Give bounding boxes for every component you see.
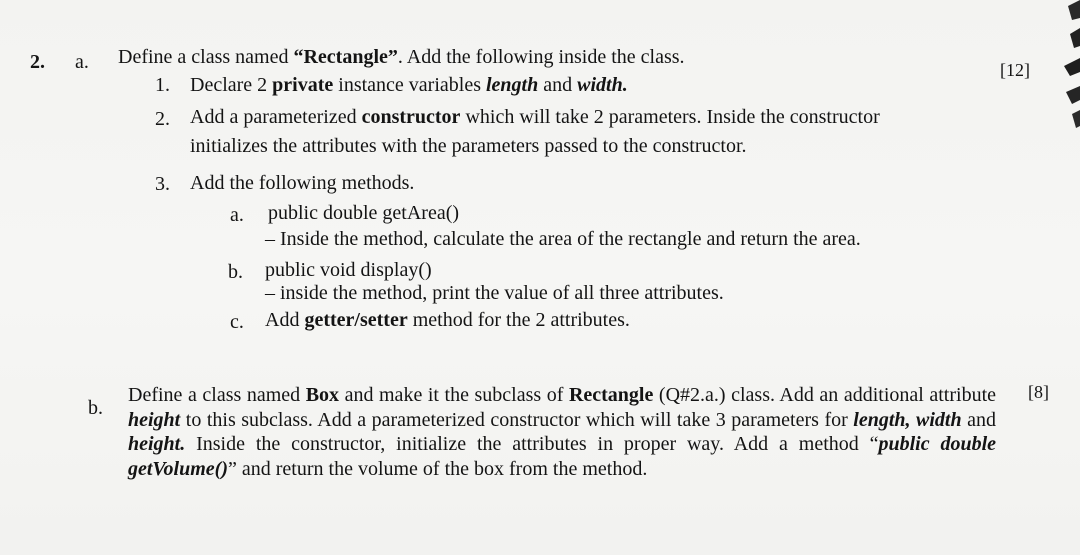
item-2-line-1: Add a parameterized constructor which will take 2 parameters. Inside the constructor	[190, 106, 880, 128]
item-2-number: 2.	[155, 108, 170, 130]
item-3-text: Add the following methods.	[190, 172, 415, 194]
method-a-description: – Inside the method, calculate the area of the rectangle and return the area.	[265, 228, 861, 250]
method-b-label: b.	[228, 261, 243, 283]
part-b-label: b.	[88, 397, 103, 419]
item-1-number: 1.	[155, 74, 170, 96]
item-3-number: 3.	[155, 173, 170, 195]
part-a-marks: [12]	[1000, 60, 1030, 80]
part-b-marks: [8]	[1028, 382, 1049, 402]
method-b-description: – inside the method, print the value of all three attributes.	[265, 282, 724, 304]
part-a-label: a.	[75, 51, 89, 73]
method-a-label: a.	[230, 204, 244, 226]
part-b-paragraph: Define a class named Box and make it the subclass of Rectangle (Q#2.a.) class. Add an additional attribute height to this subclass. Add a parameterized constructor which will take 3 parameters for length, width and height. Inside the constructor, initialize the attributes in proper way. Add a method “public double getVolume()” and return the volume of the box from the method.	[128, 384, 997, 480]
item-1-text: Declare 2 private instance variables length and width.	[190, 74, 628, 96]
method-a-signature: public double getArea()	[268, 202, 460, 224]
page-edge-fragments	[1050, 0, 1080, 140]
method-c-text: Add getter/setter method for the 2 attributes.	[265, 309, 630, 331]
item-2-line-2: initializes the attributes with the parameters passed to the constructor.	[190, 135, 747, 157]
part-a-intro: Define a class named “Rectangle”. Add the following inside the class.	[118, 46, 685, 68]
method-c-label: c.	[230, 311, 244, 333]
method-b-signature: public void display()	[265, 259, 432, 281]
question-number: 2.	[30, 51, 45, 73]
